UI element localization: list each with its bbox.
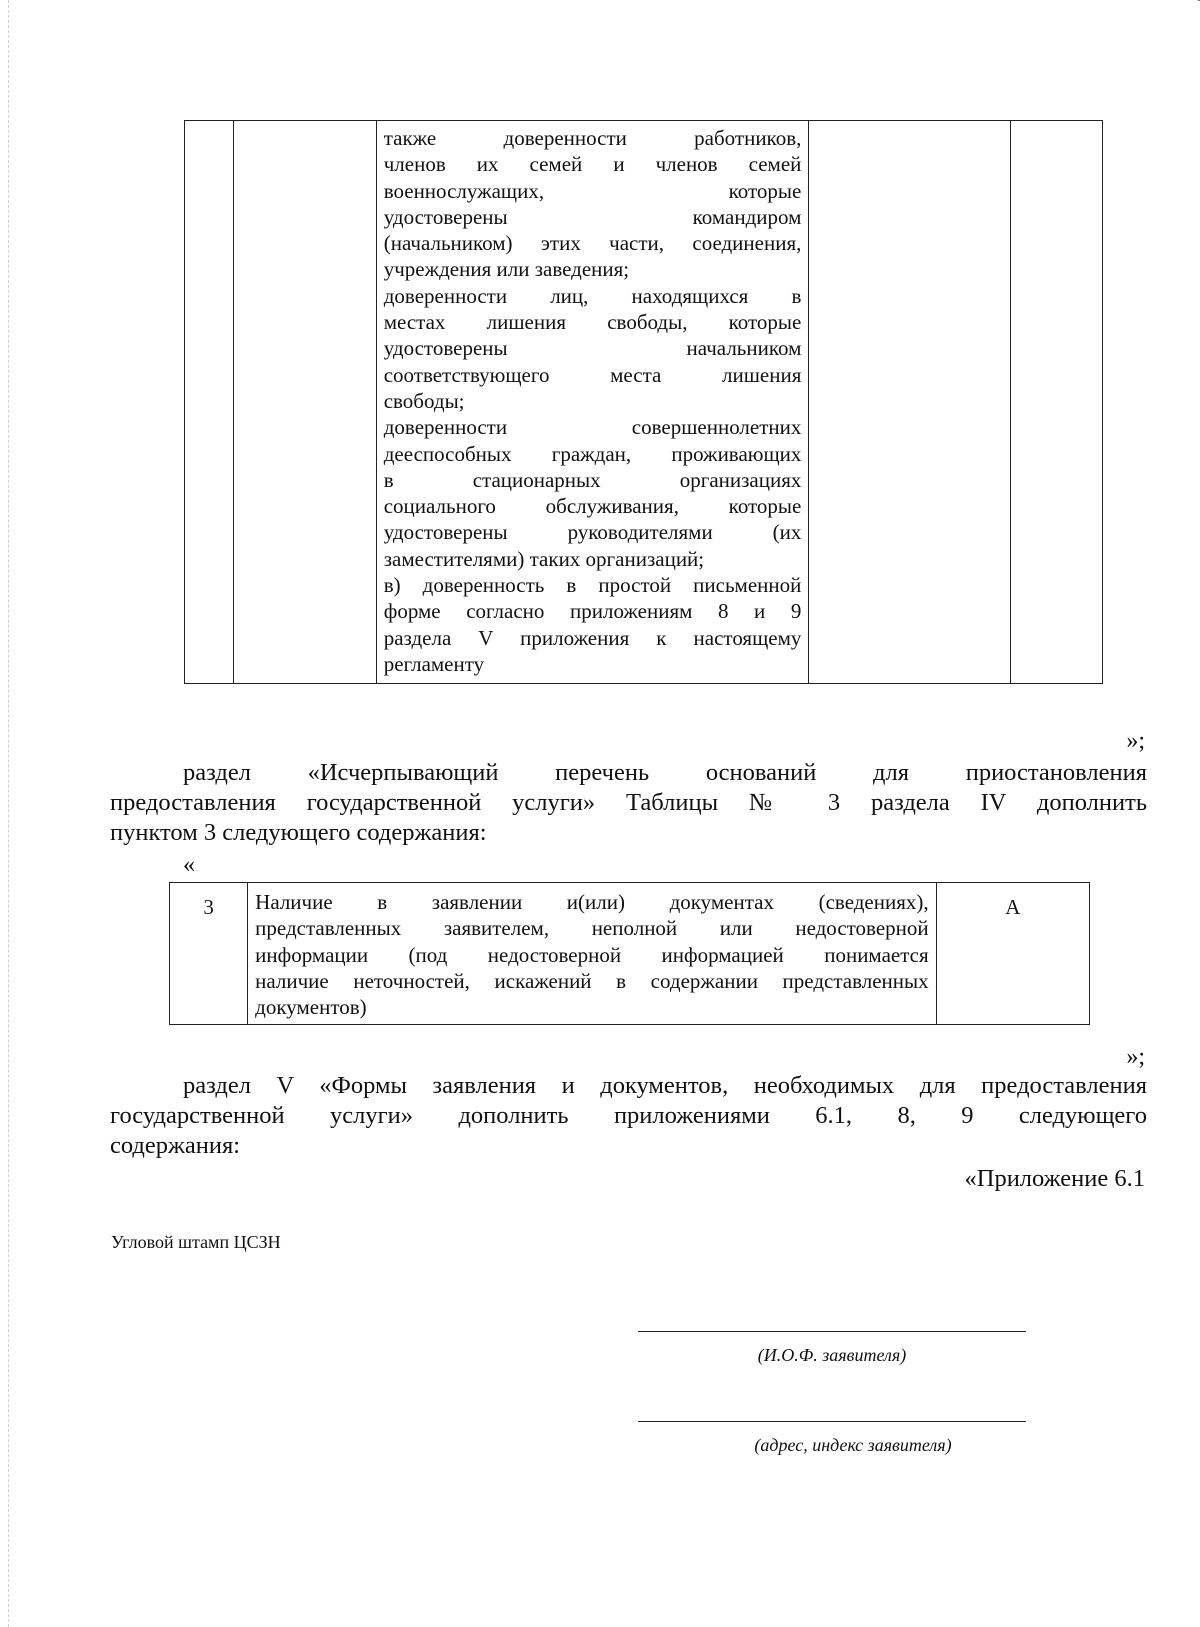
text-line: регламенту: [383, 651, 485, 676]
text-line: Наличие в заявлении и(или) документах (сведениях),: [255, 890, 929, 914]
text-line: дееспособных граждан, проживающих: [383, 441, 802, 466]
text-line: удостоверены командиром: [383, 204, 802, 229]
text-line: социального обслуживания, которые: [383, 494, 802, 519]
text-line: (начальником) этих части, соединения,: [383, 231, 802, 256]
table-cell-name: [233, 121, 376, 684]
text-line: в) доверенность в простой письменной: [383, 573, 802, 598]
text-line: представленных заявителем, неполной или недостоверной: [255, 916, 929, 941]
text-line: удостоверены начальником: [383, 336, 802, 361]
opening-quote: «: [183, 852, 195, 878]
applicant-name-caption: (И.О.Ф. заявителя): [757, 1345, 907, 1365]
text-line: учреждения или заведения;: [383, 257, 630, 282]
scan-corner-mark: [1157, 0, 1200, 14]
text-line: наличие неточностей, искажений в содержании представленных: [255, 968, 929, 993]
item-text: [248, 883, 936, 1025]
text-line: удостоверены руководителями (их: [383, 520, 802, 545]
text-line: в стационарных организациях: [383, 467, 802, 492]
text-line: пунктом 3 следующего содержания:: [110, 819, 487, 846]
paragraph-suspension-grounds: [110, 758, 1147, 848]
text-line: доверенности совершеннолетних: [383, 415, 802, 440]
table-suspension-item: [169, 882, 1090, 1025]
table-row: [185, 121, 1103, 684]
paragraph-appendix-forms: [110, 1071, 1147, 1161]
text-line: свободы;: [383, 388, 465, 413]
scan-binding-edge: [8, 0, 9, 1627]
text-line: военнослужащих, которые: [383, 178, 802, 203]
text-line: доверенности лиц, находящихся в: [383, 283, 802, 308]
text-line: информации (под недостоверной информацией понимается: [255, 942, 929, 967]
text-line: раздел «Исчерпывающий перечень оснований для приостановления: [183, 759, 1147, 786]
text-line: форме согласно приложениям 8 и 9: [383, 599, 802, 624]
table-cell-number: [185, 121, 234, 684]
applicant-name-line: [638, 1331, 1026, 1332]
item-number: 3: [170, 883, 248, 1025]
text-line: содержания:: [110, 1132, 241, 1159]
table-cell-documents: [376, 121, 809, 684]
text-line: предоставления государственной услуги» Таблицы № 3 раздела IV дополнить: [110, 789, 1147, 816]
corner-stamp-label: Угловой штамп ЦСЗН: [111, 1232, 281, 1252]
text-line: соответствующего места лишения: [383, 362, 802, 387]
item-grade: А: [936, 883, 1089, 1025]
closing-quote: »;: [1126, 1044, 1145, 1070]
text-line: также доверенности работников,: [383, 126, 802, 150]
table-row: [170, 883, 1090, 1025]
appendix-heading: «Приложение 6.1: [964, 1165, 1145, 1192]
text-line: документов): [255, 995, 367, 1020]
text-line: местах лишения свободы, которые: [383, 310, 802, 335]
table-continuation: [184, 120, 1103, 684]
text-line: членов их семей и членов семей: [383, 152, 802, 177]
closing-quote: »;: [1126, 728, 1145, 754]
text-line: государственной услуги» дополнить приложениями 6.1, 8, 9 следующего: [110, 1102, 1147, 1129]
text-line: раздел V «Формы заявления и документов, необходимых для предоставления: [183, 1072, 1147, 1099]
table-cell-empty: [809, 121, 1011, 684]
table-cell-empty: [1011, 121, 1103, 684]
applicant-address-line: [638, 1421, 1026, 1422]
documents-text: [384, 125, 802, 677]
applicant-address-caption: (адрес, индекс заявителя): [754, 1435, 952, 1455]
text-line: заместителями) таких организаций;: [383, 546, 705, 571]
text-line: раздела V приложения к настоящему: [383, 625, 802, 650]
